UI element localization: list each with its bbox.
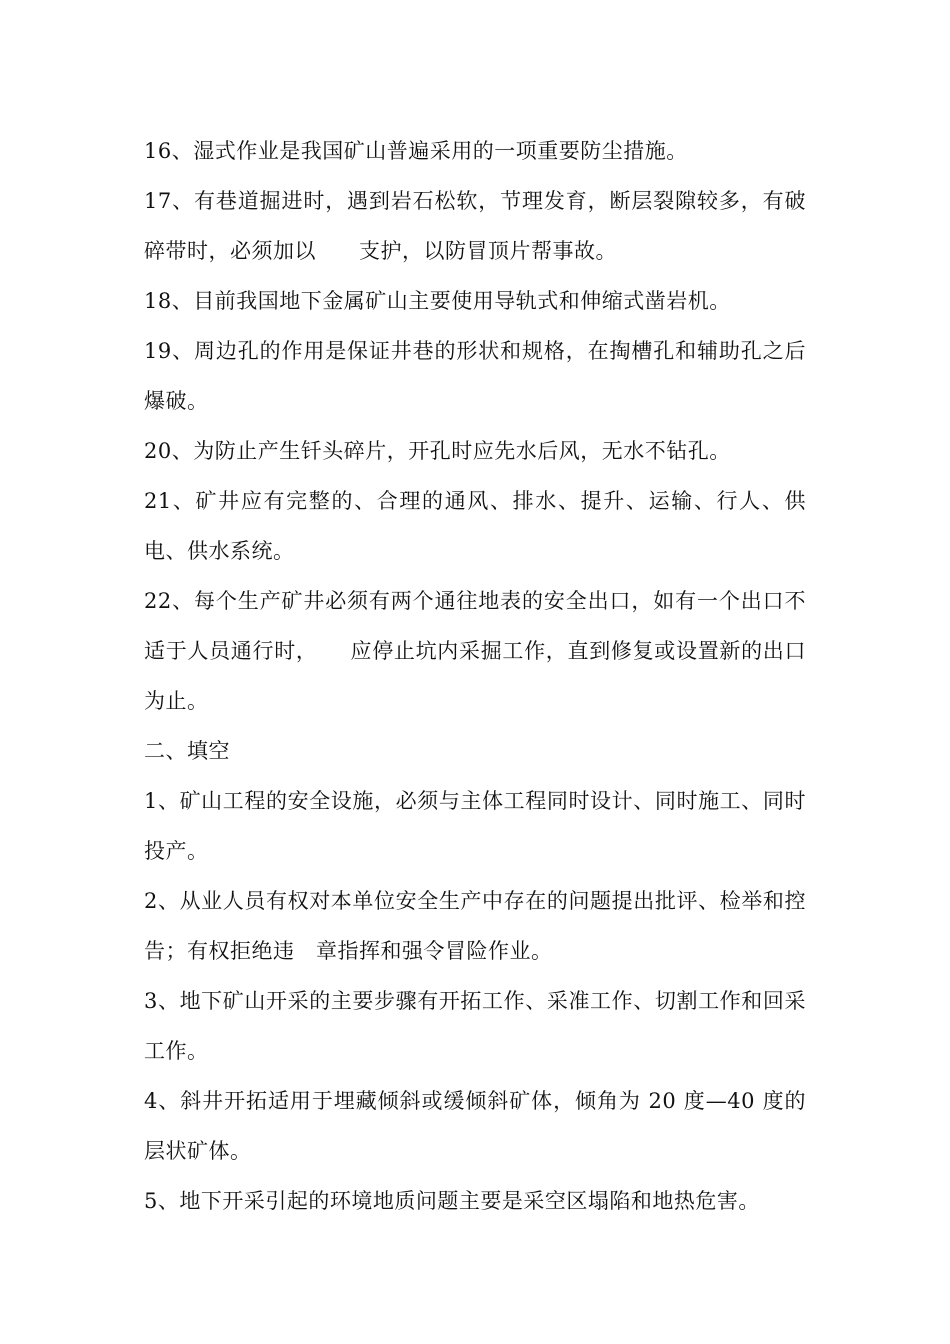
fill-item-1: 1、矿山工程的安全设施，必须与主体工程同时设计、同时施工、同时投产。: [144, 789, 806, 863]
paragraph-16: 16、湿式作业是我国矿山普遍采用的一项重要防尘措施。: [144, 139, 688, 163]
paragraph-21: 21、矿井应有完整的、合理的通风、排水、提升、运输、行人、供电、供水系统。: [144, 489, 806, 563]
paragraph-18: 18、目前我国地下金属矿山主要使用导轨式和伸缩式凿岩机。: [144, 289, 731, 313]
fill-item-5: 5、地下开采引起的环境地质问题主要是采空区塌陷和地热危害。: [144, 1189, 760, 1213]
paragraph-19: 19、周边孔的作用是保证井巷的形状和规格，在掏槽孔和辅助孔之后爆破。: [144, 339, 806, 413]
paragraph-17: 17、有巷道掘进时，遇到岩石松软，节理发育，断层裂隙较多，有破碎带时，必须加以 支护，以防冒顶片帮事故。: [144, 189, 806, 263]
fill-item-3: 3、地下矿山开采的主要步骤有开拓工作、采准工作、切割工作和回采工作。: [144, 989, 806, 1063]
section-heading-fill-blank: 二、填空: [144, 739, 230, 763]
fill-item-2: 2、从业人员有权对本单位安全生产中存在的问题提出批评、检举和控告；有权拒绝违 章指挥和强令冒险作业。: [144, 889, 806, 963]
paragraph-22: 22、每个生产矿井必须有两个通往地表的安全出口，如有一个出口不适于人员通行时， 应停止坑内采掘工作，直到修复或设置新的出口为止。: [144, 589, 806, 713]
paragraph-20: 20、为防止产生钎头碎片，开孔时应先水后风，无水不钻孔。: [144, 439, 731, 463]
document-body: [144, 126, 806, 1226]
fill-item-4: 4、斜井开拓适用于埋藏倾斜或缓倾斜矿体，倾角为 20 度—40 度的层状矿体。: [144, 1089, 806, 1163]
